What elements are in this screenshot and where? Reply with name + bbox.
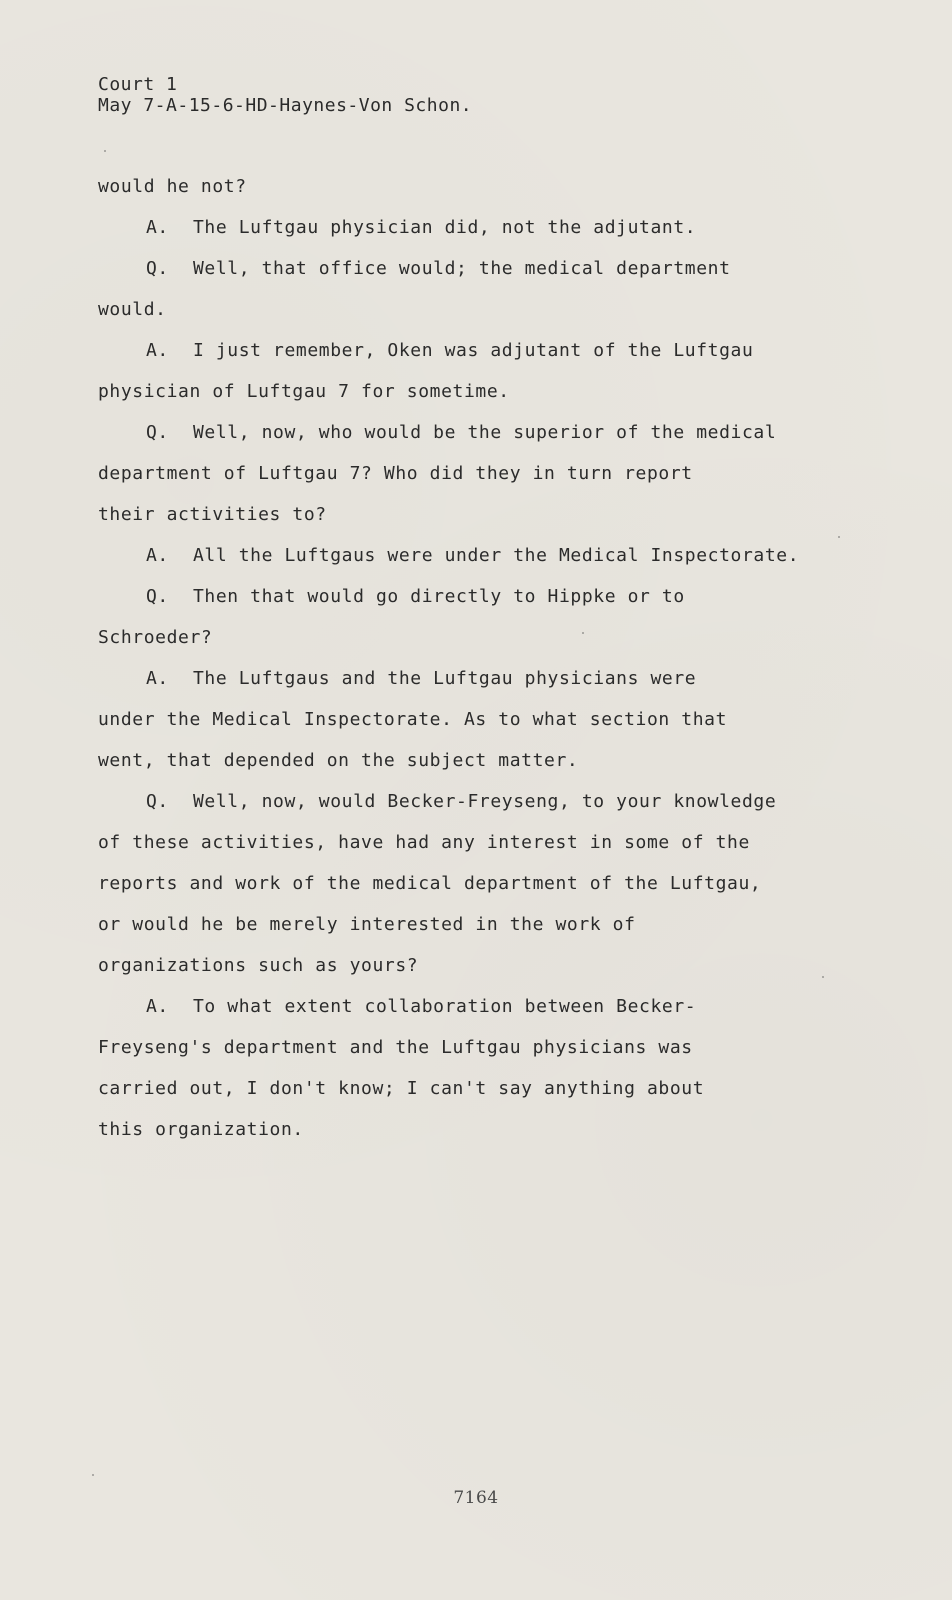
transcript-line xyxy=(98,781,858,822)
transcript-line xyxy=(98,166,858,207)
transcript-line xyxy=(98,535,858,576)
line-text: or would he be merely interested in the work of xyxy=(98,914,636,935)
line-text: Well, now, would Becker-Freyseng, to your knowledge xyxy=(193,791,777,812)
line-text: department of Luftgau 7? Who did they in turn report xyxy=(98,463,693,484)
line-text: Freyseng's department and the Luftgau physicians was xyxy=(98,1037,693,1058)
transcript-line xyxy=(98,617,858,658)
speaker-label: A. xyxy=(146,545,169,566)
line-text: organizations such as yours? xyxy=(98,955,419,976)
transcript-line xyxy=(98,699,858,740)
transcript-line xyxy=(98,494,858,535)
transcript-line xyxy=(98,822,858,863)
transcript-line xyxy=(98,576,858,617)
line-text: would. xyxy=(98,299,167,320)
speaker-label: Q. xyxy=(146,258,169,279)
line-text: Schroeder? xyxy=(98,627,213,648)
line-text: Well, that office would; the medical department xyxy=(193,258,731,279)
line-text: I just remember, Oken was adjutant of the Luftgau xyxy=(193,340,754,361)
paper-speck xyxy=(104,150,106,152)
transcript-body xyxy=(98,166,858,1150)
line-text: went, that depended on the subject matter. xyxy=(98,750,579,771)
line-text: would he not? xyxy=(98,176,247,197)
header-reference: May 7-A-15-6-HD-Haynes-Von Schon. xyxy=(98,95,473,116)
paper-speck xyxy=(92,1474,94,1476)
line-text: The Luftgau physician did, not the adjutant. xyxy=(193,217,697,238)
transcript-line xyxy=(98,863,858,904)
paper-speck xyxy=(582,632,584,634)
line-text: physician of Luftgau 7 for sometime. xyxy=(98,381,510,402)
transcript-line xyxy=(98,289,858,330)
speaker-label: Q. xyxy=(146,791,169,812)
transcript-line xyxy=(98,453,858,494)
line-text: this organization. xyxy=(98,1119,304,1140)
line-text: reports and work of the medical department of the Luftgau, xyxy=(98,873,762,894)
speaker-label: A. xyxy=(146,340,169,361)
speaker-label: A. xyxy=(146,217,169,238)
transcript-line xyxy=(98,1027,858,1068)
speaker-label: Q. xyxy=(146,422,169,443)
header-court: Court 1 xyxy=(98,74,178,95)
transcript-line xyxy=(98,740,858,781)
line-text: their activities to? xyxy=(98,504,327,525)
speaker-label: A. xyxy=(146,668,169,689)
speaker-label: Q. xyxy=(146,586,169,607)
transcript-line xyxy=(98,1068,858,1109)
transcript-line xyxy=(98,330,858,371)
line-text: of these activities, have had any interest in some of the xyxy=(98,832,750,853)
line-text: To what extent collaboration between Becker- xyxy=(193,996,697,1017)
transcript-line xyxy=(98,986,858,1027)
transcript-line xyxy=(98,658,858,699)
line-text: Then that would go directly to Hippke or to xyxy=(193,586,685,607)
transcript-line xyxy=(98,207,858,248)
transcript-line xyxy=(98,1109,858,1150)
line-text: Well, now, who would be the superior of the medical xyxy=(193,422,777,443)
line-text: The Luftgaus and the Luftgau physicians were xyxy=(193,668,697,689)
line-text: carried out, I don't know; I can't say anything about xyxy=(98,1078,705,1099)
transcript-line xyxy=(98,412,858,453)
speaker-label: A. xyxy=(146,996,169,1017)
transcript-line xyxy=(98,248,858,289)
page-number: 7164 xyxy=(453,1488,499,1508)
paper-speck xyxy=(838,536,840,538)
line-text: All the Luftgaus were under the Medical Inspectorate. xyxy=(193,545,800,566)
paper-speck xyxy=(822,976,824,978)
line-text: under the Medical Inspectorate. As to what section that xyxy=(98,709,728,730)
transcript-line xyxy=(98,904,858,945)
transcript-line xyxy=(98,371,858,412)
page-header xyxy=(98,74,472,116)
transcript-line xyxy=(98,945,858,986)
